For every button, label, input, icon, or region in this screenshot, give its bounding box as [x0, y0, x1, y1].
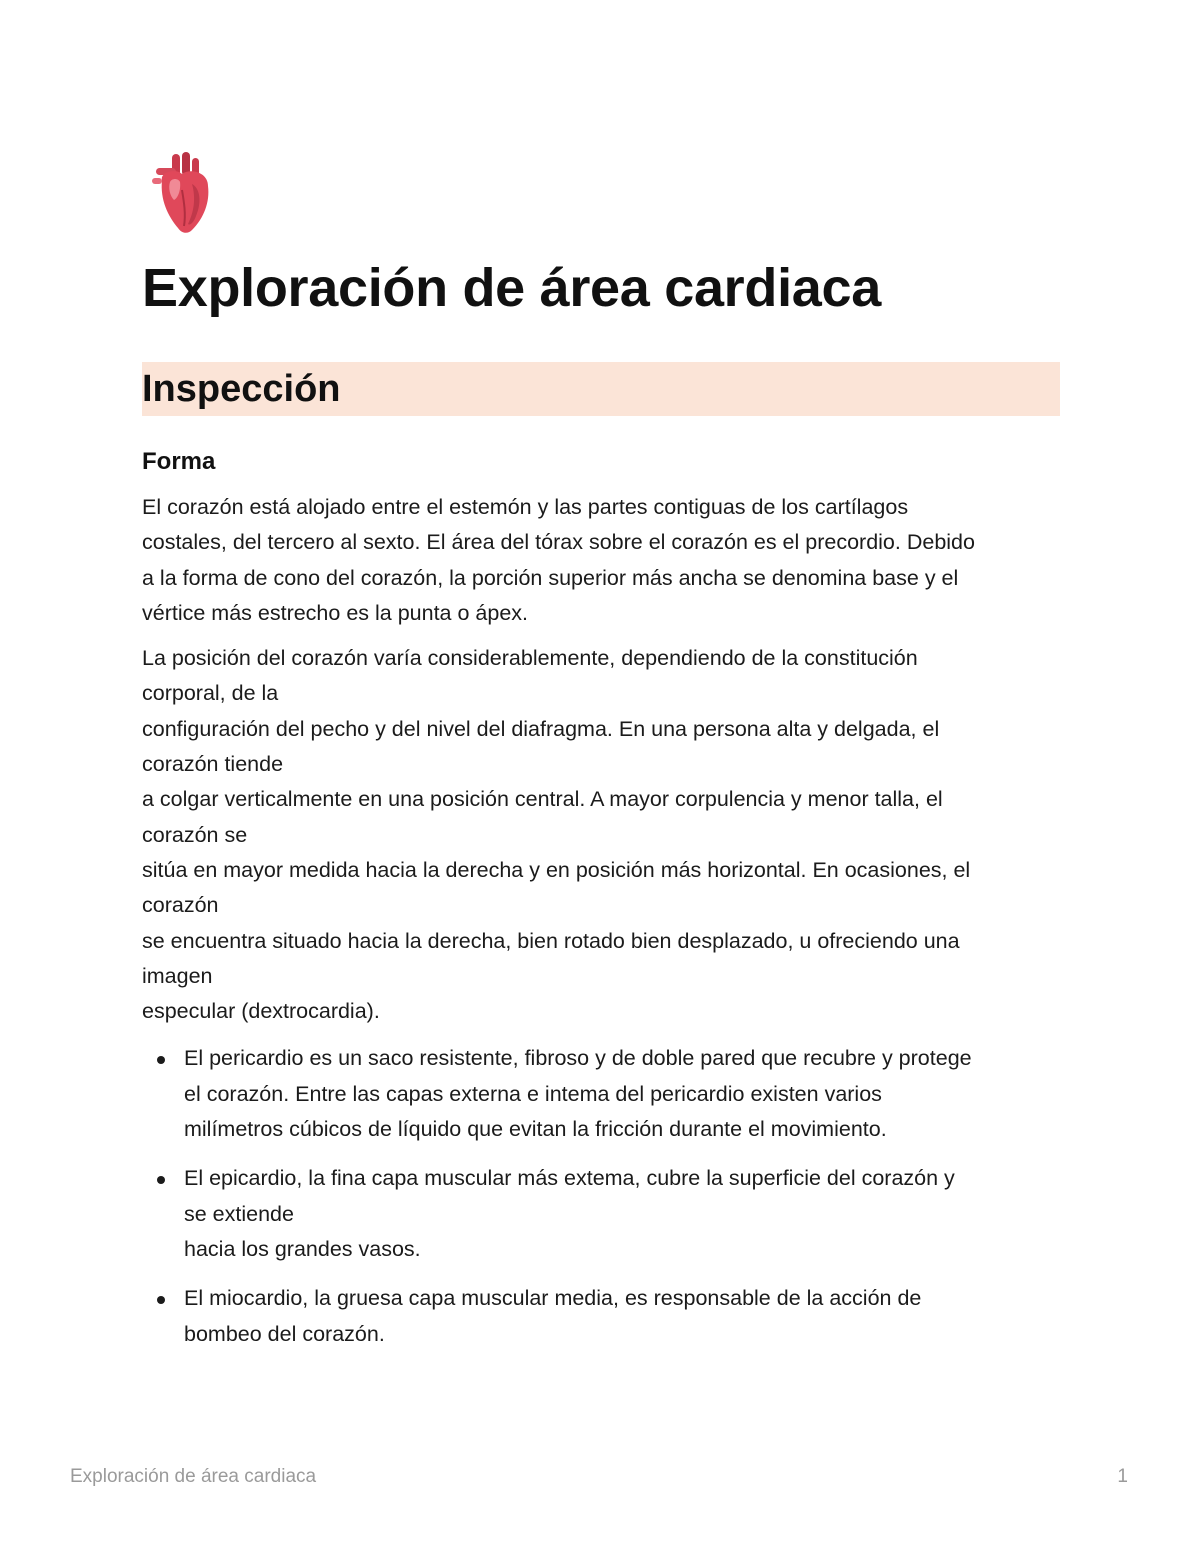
footer-page-number: 1	[1117, 1466, 1128, 1487]
paragraph-line: corazón tiende	[142, 752, 284, 777]
paragraph-line: costales, del tercero al sexto. El área del tórax sobre el corazón es el precordio. Debido	[142, 530, 975, 555]
bullet-line: bombeo del corazón.	[184, 1321, 385, 1346]
paragraph-line: El corazón está alojado entre el estemón y las partes contiguas de los cartílagos	[142, 495, 909, 519]
paragraph-line: a colgar verticalmente en una posición central. A mayor corpulencia y menor talla, el	[142, 787, 943, 812]
document-title: Exploración de área cardiaca	[142, 258, 881, 318]
bullet-line: hacia los grandes vasos.	[184, 1236, 421, 1261]
paragraph-line: especular (dextrocardia).	[142, 999, 380, 1024]
footer-document-title: Exploración de área cardiaca	[70, 1466, 317, 1487]
paragraph-line: corazón se	[142, 822, 248, 847]
bullet-line: El epicardio, la fina capa muscular más extema, cubre la superficie del corazón y	[184, 1166, 955, 1191]
paragraph-line: corporal, de la	[142, 681, 279, 706]
section-heading: Inspección	[142, 362, 1060, 416]
bullet-line: El pericardio es un saco resistente, fibroso y de doble pared que recubre y protege	[184, 1046, 972, 1071]
paragraph-posicion	[142, 641, 1060, 1029]
bullet-line: El miocardio, la gruesa capa muscular media, es responsable de la acción de	[184, 1286, 922, 1311]
paragraph-forma	[142, 490, 1060, 631]
bullet-item-miocardio	[142, 1281, 1060, 1352]
bullet-item-epicardio	[142, 1161, 1060, 1267]
paragraph-line: corazón	[142, 893, 219, 918]
paragraph-line: sitúa en mayor medida hacia la derecha y en posición más horizontal. En ocasiones, el	[142, 857, 971, 882]
bullet-icon	[157, 1176, 165, 1184]
bullet-icon	[157, 1056, 165, 1064]
paragraph-line: a la forma de cono del corazón, la porción superior más ancha se denomina base y el	[142, 565, 959, 590]
page-content	[142, 150, 1060, 1366]
paragraph-line: se encuentra situado hacia la derecha, bien rotado bien desplazado, u ofreciendo una	[142, 928, 960, 953]
paragraph-line: vértice más estrecho es la punta o ápex.	[142, 600, 529, 625]
bullet-line: milímetros cúbicos de líquido que evitan la fricción durante el movimiento.	[184, 1117, 887, 1142]
paragraph-line: imagen	[142, 963, 213, 988]
bullet-line: el corazón. Entre las capas externa e intema del pericardio existen varios	[184, 1081, 882, 1106]
bullet-line: se extiende	[184, 1201, 294, 1226]
subsection-heading: Forma	[142, 448, 216, 475]
bullet-icon	[157, 1296, 165, 1304]
bullet-list	[142, 1041, 1060, 1351]
anatomical-heart-icon	[148, 150, 214, 234]
paragraph-line: configuración del pecho y del nivel del diafragma. En una persona alta y delgada, el	[142, 716, 940, 741]
bullet-item-pericardio	[142, 1041, 1060, 1147]
paragraph-line: La posición del corazón varía considerablemente, dependiendo de la constitución	[142, 646, 918, 671]
